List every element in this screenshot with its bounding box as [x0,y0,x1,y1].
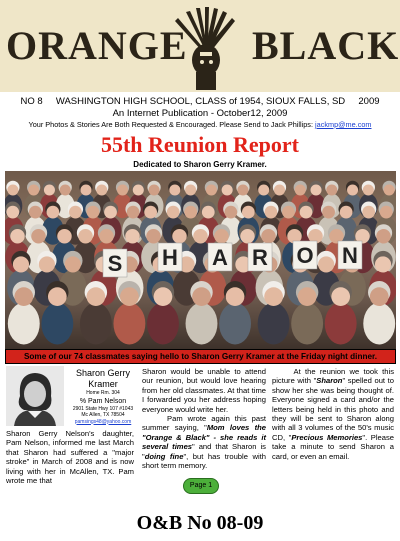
photo-letter-card [248,243,272,271]
masthead-right-word: BLACK [252,23,400,68]
col2-text-end: ", but has trouble with short term memory. [142,451,266,471]
contact-room: Home Rm. 304 [86,390,120,396]
issue-school: WASHINGTON HIGH SCHOOL, CLASS of 1954, SIOUX FALLS, SD [55,96,346,107]
issue-footer: O&B No 08-09 [136,512,264,534]
send-line [0,120,400,129]
svg-text:A: A [212,245,228,270]
col3-cd-title: Precious Memories [291,432,363,442]
svg-text:N: N [342,243,358,268]
col2-quote-2: doing fine [144,451,184,461]
contact-city: Mc Allen, TX 78504 [81,412,125,418]
indian-headdress-emblem-icon [166,6,244,90]
article-column-2 [142,367,266,470]
col3-text-c: ". Please take a minute to send Sharon a card, or even an email. [272,432,394,461]
svg-text:O: O [296,243,314,268]
svg-text:H: H [162,245,178,270]
photo-letter-card [338,241,362,269]
reunion-group-photo [5,171,396,349]
masthead-banner [0,0,400,92]
contact-name-line2: Kramer [88,379,118,389]
col3-text-a: At the reunion we took this picture with " [272,367,394,386]
contact-email-link[interactable]: pamsings48@yahoo.com [74,418,132,425]
sharon-portrait-photo [6,366,64,426]
svg-text:S: S [107,251,123,276]
col2-paragraph-1: Sharon would be unable to attend our reunion, but would love hearing from her old classmates. At that time I forwarded you her address hoping everyone would write her. [142,367,266,414]
report-title: 55th Reunion Report [100,132,299,157]
photo-letter-card [208,243,232,271]
masthead-left-word: ORANGE [6,23,188,68]
col3-text-b: " spelled out to show her she was being thought of. Everyone signed a card and/or the letters being held in this photo and they will be sent to Sharon along with all 3 volumes of the 50's music CD, " [272,376,394,442]
photo-letter-card [103,249,127,277]
col2-text-mid: " and that Sharon is " [142,442,266,461]
page-1-button[interactable]: Page 1 [183,478,219,494]
photo-caption: Some of our 74 classmates saying hello to Sharon Gerry Kramer at the Friday night dinner. [5,349,396,364]
svg-text:R: R [252,245,268,270]
col3-sharon: Sharon [316,376,343,386]
article-column-3 [272,367,394,461]
contact-name-line1: Sharon Gerry [75,368,131,378]
photo-letter-card [293,241,317,269]
publication-line: An Internet Publication - October12, 2009 [112,108,288,119]
issue-number: NO 8 [20,96,43,107]
dedication: Dedicated to Sharon Gerry Kramer. [133,160,267,169]
col2-text-start: Pam wrote again this past summer saying, " [142,414,266,433]
editor-email-link[interactable]: jackmp@me.com [315,120,372,129]
send-text: Your Photos & Stories Are Both Requested & Encouraged. Please Send to Jack Phillips: [28,120,316,129]
col2-quote-1: Mom loves the "Orange & Black" - she reads it several times [142,423,266,452]
photo-letter-card [158,243,182,271]
issue-year: 2009 [358,96,380,107]
contact-street: 2901 State Hwy 107 #1043 [72,405,134,412]
contact-care-of: % Pam Nelson [79,397,127,405]
issue-line [0,96,400,107]
article-column-1: Sharon Gerry Nelson's daughter, Pam Nelson, informed me last March that Sharon had suffered a "major stroke" in March of 2008 and is now living with her in McAllen, TX. Pam wrote me that [6,429,134,486]
contact-block [68,368,138,425]
